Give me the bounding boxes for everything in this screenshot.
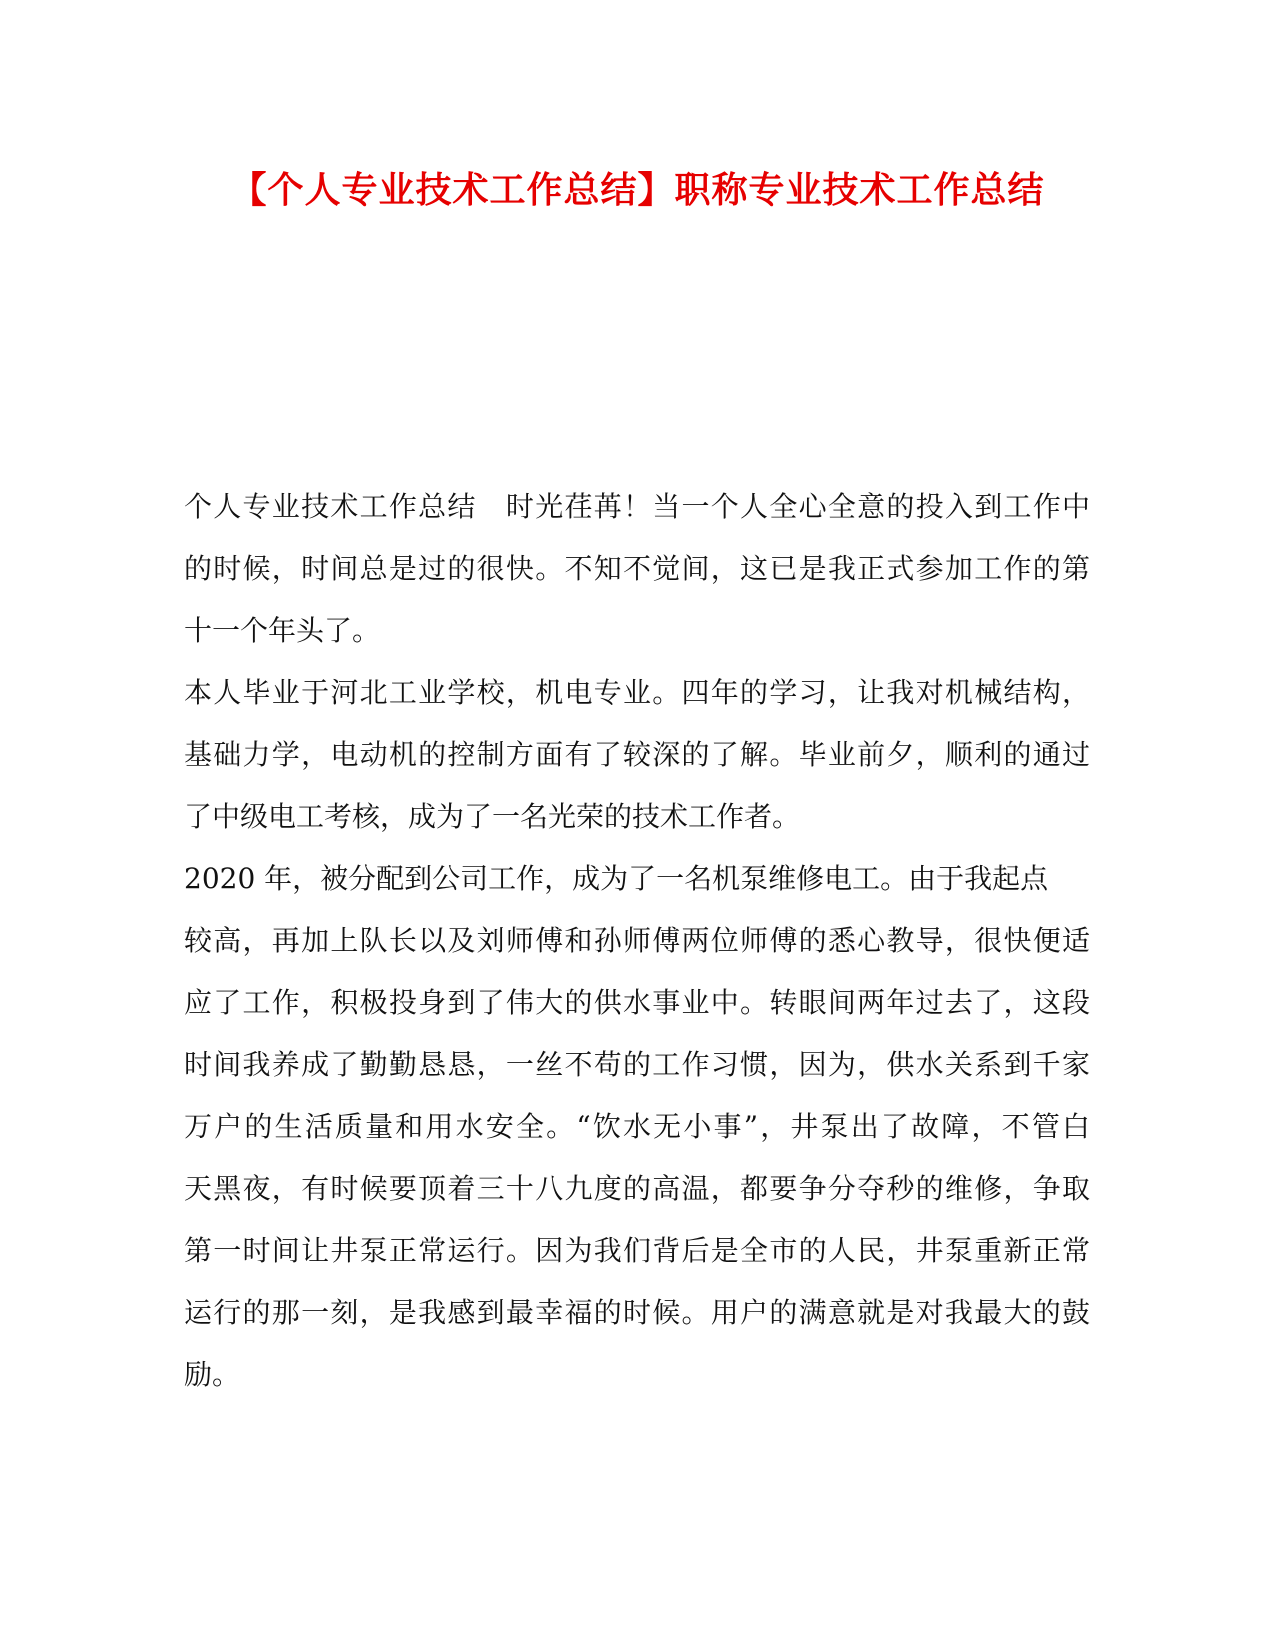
paragraph-line: 2020 年，被分配到公司工作，成为了一名机泵维修电工。由于我起点 — [184, 862, 1049, 895]
paragraph-line: 个人专业技术工作总结 时光荏苒！当一个人全心全意的投入到工作中 — [184, 490, 1090, 523]
document-title: 【个人专业技术工作总结】职称专业技术工作总结 — [230, 169, 1045, 211]
paragraph-line: 万户的生活质量和用水安全。“饮水无小事”，井泵出了故障，不管白 — [184, 1110, 1090, 1143]
paragraph-line: 本人毕业于河北工业学校，机电专业。四年的学习，让我对机械结构， — [184, 676, 1090, 709]
paragraph-line: 运行的那一刻，是我感到最幸福的时候。用户的满意就是对我最大的鼓 — [184, 1296, 1090, 1329]
paragraph-line: 时间我养成了勤勤恳恳，一丝不苟的工作习惯，因为，供水关系到千家 — [184, 1048, 1090, 1081]
paragraph-line: 第一时间让井泵正常运行。因为我们背后是全市的人民，井泵重新正常 — [184, 1234, 1090, 1267]
paragraph-line: 较高，再加上队长以及刘师傅和孙师傅两位师傅的悉心教导，很快便适 — [184, 924, 1090, 957]
document-body — [184, 476, 1090, 1406]
paragraph-line: 天黑夜，有时候要顶着三十八九度的高温，都要争分夺秒的维修，争取 — [184, 1172, 1090, 1205]
paragraph-line: 基础力学，电动机的控制方面有了较深的了解。毕业前夕，顺利的通过 — [184, 738, 1090, 771]
paragraph-line: 应了工作，积极投身到了伟大的供水事业中。转眼间两年过去了，这段 — [184, 986, 1090, 1019]
paragraph-line: 了中级电工考核，成为了一名光荣的技术工作者。 — [184, 800, 801, 833]
paragraph-line: 十一个年头了。 — [184, 614, 381, 647]
paragraph-line: 励。 — [184, 1358, 241, 1391]
paragraph-line: 的时候，时间总是过的很快。不知不觉间，这已是我正式参加工作的第 — [184, 552, 1090, 585]
